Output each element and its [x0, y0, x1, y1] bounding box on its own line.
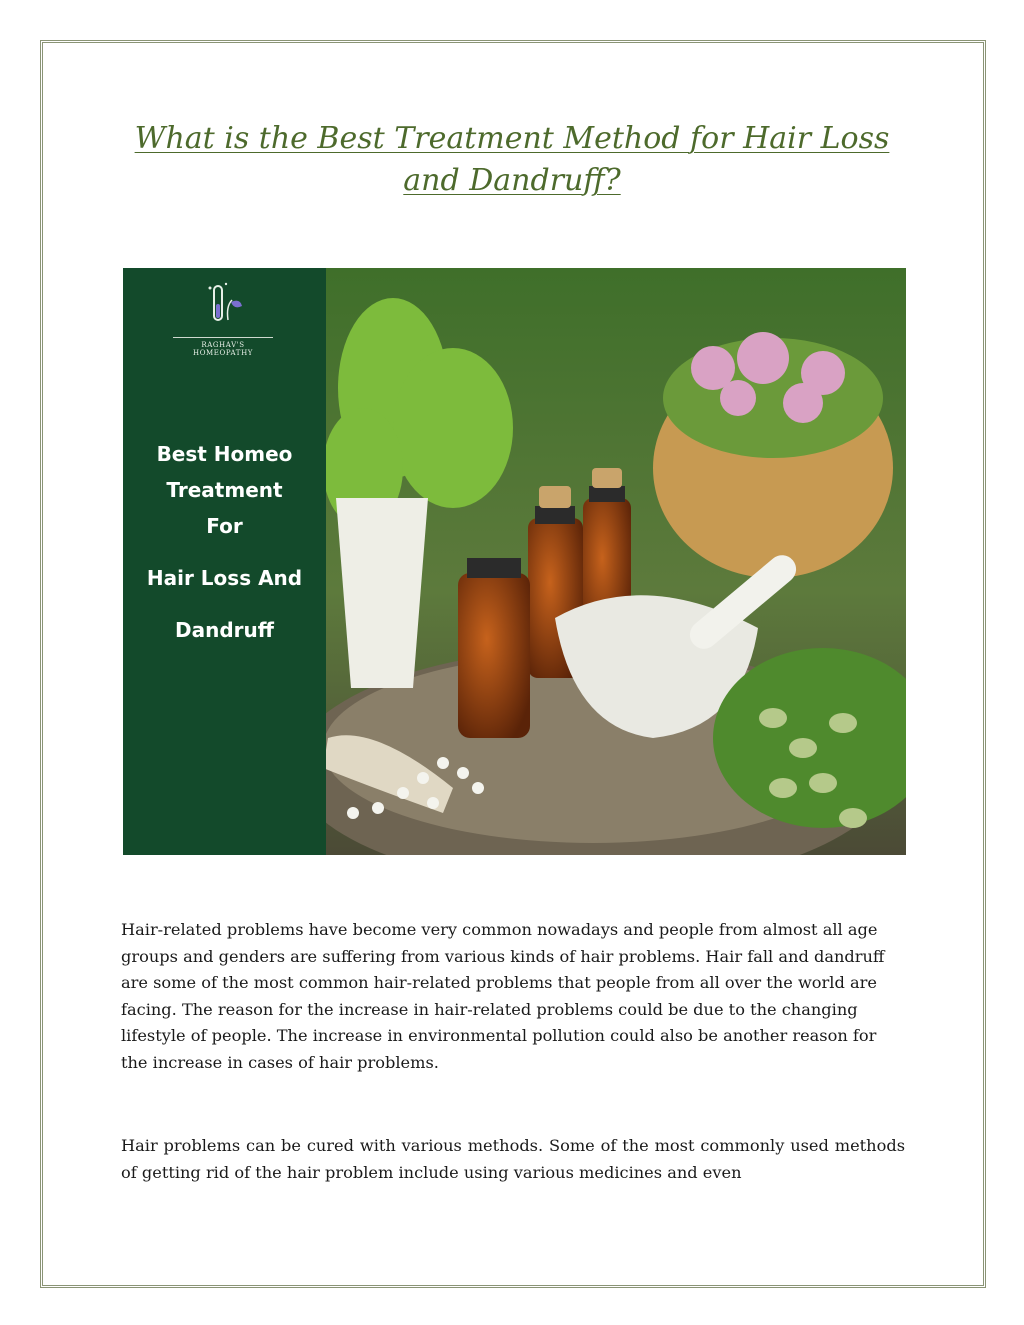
brand-logo: [143, 280, 303, 357]
hero-banner: [123, 268, 906, 855]
headline-line: For: [206, 514, 243, 538]
headline-line: Dandruff: [175, 618, 274, 642]
banner-headline: [123, 436, 326, 648]
page-title: What is the Best Treatment Method for Hair Loss and Dandruff?: [134, 121, 890, 198]
banner-text-panel: [123, 268, 326, 855]
brand-name: RAGHAV'S HOMEOPATHY: [173, 337, 273, 357]
headline-line: Treatment: [166, 478, 283, 502]
methods-paragraph: Hair problems can be cured with various methods. Some of the most commonly used methods of getting rid of the hair problem include using various medicines and even: [121, 1136, 905, 1182]
headline-line: Hair Loss And: [146, 566, 303, 590]
headline-line: Best Homeo: [156, 442, 293, 466]
intro-paragraph: Hair-related problems have become very common nowadays and people from almost all age groups and genders are suffering from various kinds of hair problems. Hair fall and dandruff are some of the most common hair-related problems that people from all over the world are facing. The reason for the increase in hair-related problems could be due to the changing lifestyle of people. The increase in environmental pollution could also be another reason for the increase in cases of hair problems.: [121, 920, 885, 1072]
flask-leaf-logo-icon: [198, 280, 248, 330]
